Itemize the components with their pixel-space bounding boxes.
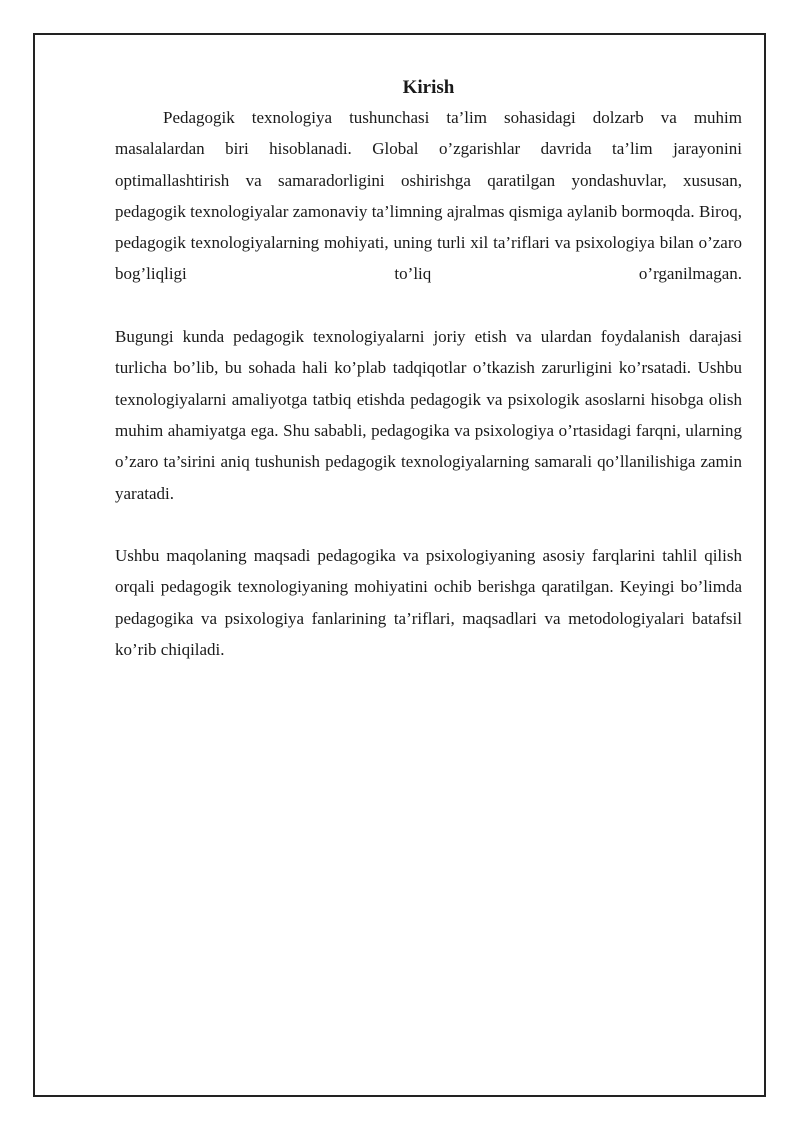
paragraph-intro: Pedagogik texnologiya tushunchasi ta’lim sohasidagi dolzarb va muhim masalalardan biri hisoblanadi. Global o’zgarishlar davrida ta’lim jarayonini optimallashtirish va samaradorligini oshirishga qaratilgan yondashuvlar, xususan, pedagogik texnologiyalar zamonaviy ta’limning ajralmas qismiga aylanib bormoqda. Biroq, pedagogik texnologiyalarning mohiyati, uning turli xil ta’riflari va psixologiya bilan o’zaro bog’liqligi to’liq o’rganilmagan. [115, 108, 742, 284]
paragraph-aim: Ushbu maqolaning maqsadi pedagogika va psixologiyaning asosiy farqlarini tahlil qilish orqali pedagogik texnologiyaning mohiyatini ochib berishga qaratilgan. Keyingi bo’limda pedagogika va psixologiya fanlarining ta’riflari, maqsadlari va metodologiyalari batafsil ko’rib chiqiladi. [115, 546, 742, 660]
document-body [115, 74, 742, 665]
paragraph-gap [115, 509, 742, 540]
paragraph-gap [115, 290, 742, 321]
section-title: Kirish [402, 77, 455, 98]
paragraph-current-state: Bugungi kunda pedagogik texnologiyalarni joriy etish va ulardan foydalanish darajasi turlicha bo’lib, bu sohada hali ko’plab tadqiqotlar o’tkazish zarurligini ko’rsatadi. Ushbu texnologiyalarni amaliyotga tatbiq etishda pedagogik va psixologik asoslarni hisobga olish muhim ahamiyatga ega. Shu sababli, pedagogika va psixologiya o’rtasidagi farqni, ularning o’zaro ta’sirini aniq tushunish pedagogik texnologiyalarning samarali qo’llanilishiga zamin yaratadi. [115, 327, 742, 503]
